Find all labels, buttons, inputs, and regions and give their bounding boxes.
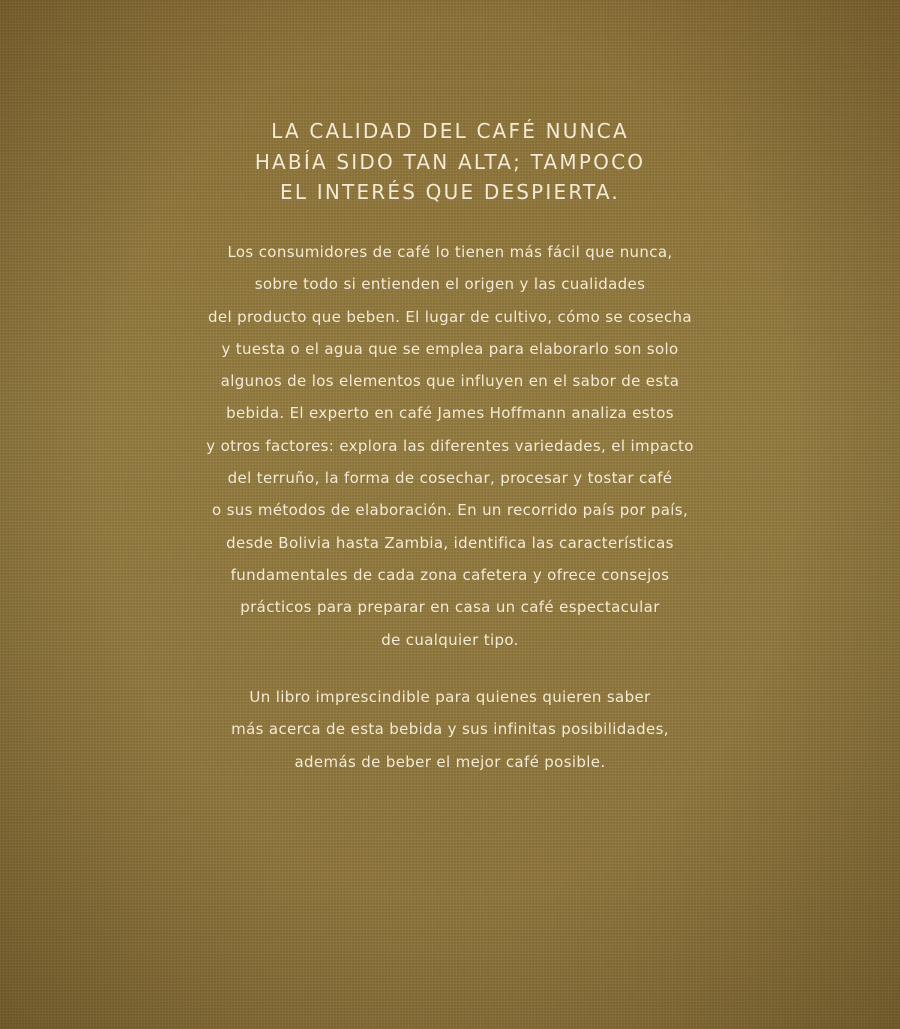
- paragraph-line: sobre todo si entienden el origen y las cualidades: [254, 275, 646, 294]
- headline-line: EL INTERÉS QUE DESPIERTA.: [280, 180, 620, 204]
- paragraph-line: del terruño, la forma de cosechar, procesar y tostar café: [227, 469, 673, 488]
- headline-line: LA CALIDAD DEL CAFÉ NUNCA: [271, 119, 629, 143]
- paragraph-line: de cualquier tipo.: [381, 630, 519, 649]
- headline: [0, 116, 900, 208]
- description-paragraph: [0, 236, 900, 656]
- paragraph-line: o sus métodos de elaboración. En un recorrido país por país,: [211, 501, 689, 520]
- paragraph-line: prácticos para preparar en casa un café espectacular: [240, 598, 660, 617]
- closing-paragraph: [0, 681, 900, 778]
- paragraph-line: desde Bolivia hasta Zambia, identifica las características: [226, 533, 674, 552]
- paragraph-line: bebida. El experto en café James Hoffmann analiza estos: [226, 404, 674, 423]
- paragraph-line: y otros factores: explora las diferentes variedades, el impacto: [206, 436, 694, 455]
- paragraph-line: fundamentales de cada zona cafetera y ofrece consejos: [230, 565, 670, 584]
- paragraph-line: Un libro imprescindible para quienes quieren saber: [249, 688, 651, 706]
- paragraph-line: Los consumidores de café lo tienen más fácil que nunca,: [227, 243, 673, 261]
- paragraph-line: del producto que beben. El lugar de cultivo, cómo se cosecha: [208, 307, 692, 326]
- paragraph-line: algunos de los elementos que influyen en el sabor de esta: [220, 372, 680, 391]
- paragraph-line: además de beber el mejor café posible.: [294, 752, 606, 771]
- headline-line: HABÍA SIDO TAN ALTA; TAMPOCO: [254, 149, 646, 174]
- paragraph-line: y tuesta o el agua que se emplea para elaborarlo son solo: [221, 339, 679, 358]
- paragraph-line: más acerca de esta bebida y sus infinitas posibilidades,: [231, 720, 669, 739]
